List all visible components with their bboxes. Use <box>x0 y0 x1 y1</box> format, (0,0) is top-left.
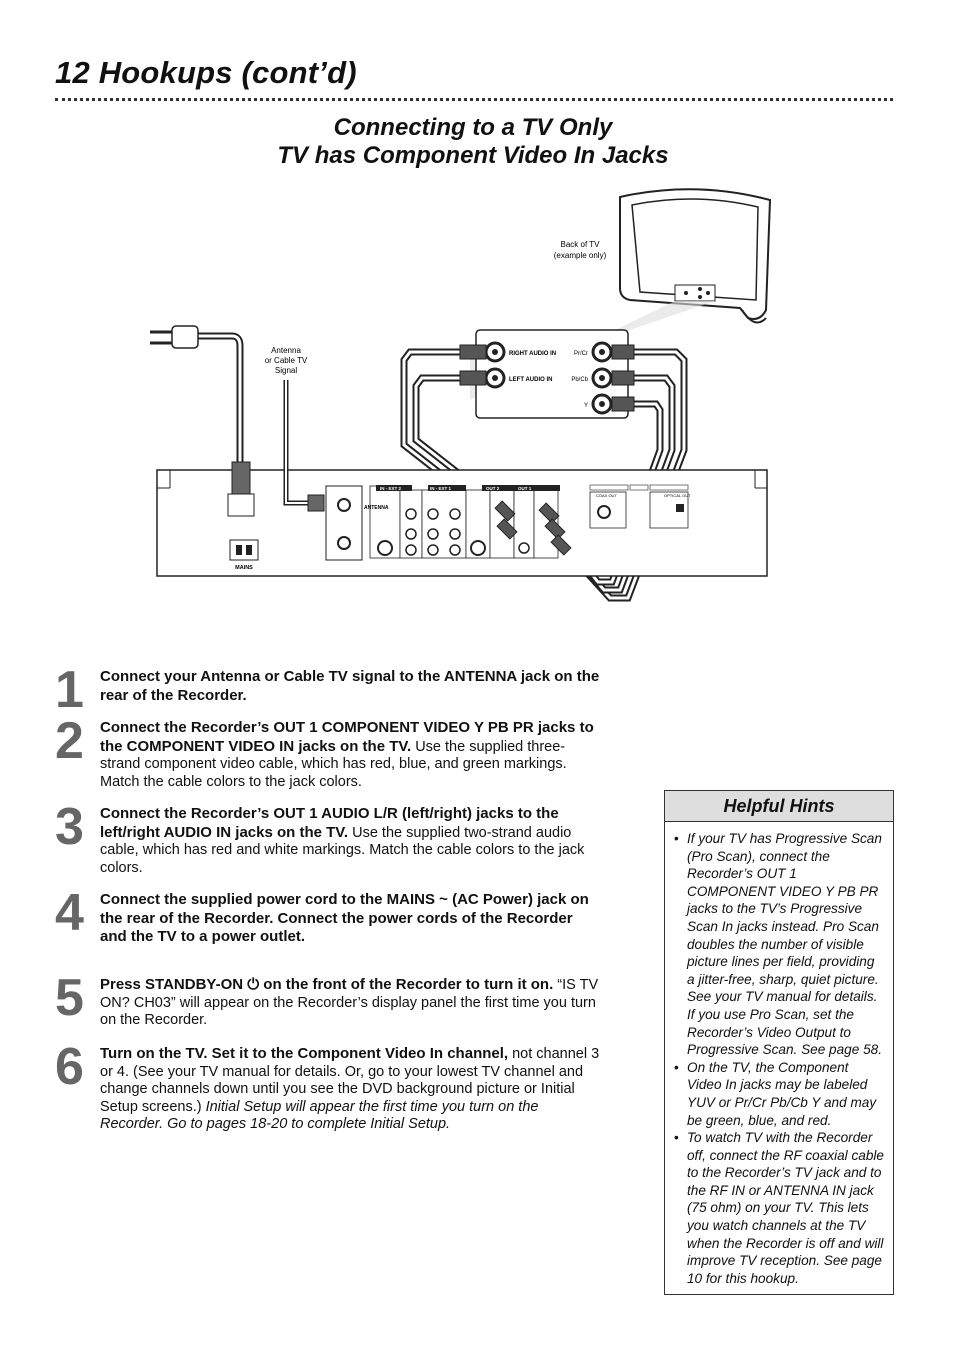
optical-out-label: OPTICAL OUT <box>664 493 691 498</box>
out2-label: OUT 2 <box>486 486 500 491</box>
step-bold-text: Connect the Recorder’s OUT 1 COMPONENT VIDEO Y PB PR jacks to the COMPONENT VIDEO IN jacks on the TV. <box>100 719 594 755</box>
step-text: “IS TV ON? CH03” will appear on the Recorder’s display panel the first time you turn on the Recorder. <box>100 977 599 1028</box>
mains-label: MAINS <box>235 565 253 571</box>
jack-left-audio-label: LEFT AUDIO IN <box>509 377 553 383</box>
helpful-hints-title: Helpful Hints <box>665 791 893 822</box>
step-text: not channel 3 or 4. (See your TV manual for details. Or, go to your lowest TV channel and change channels down until you see the DVD background picture or Initial Setup screens.) <box>100 1046 600 1115</box>
antenna-label-2: or Cable TV <box>264 356 308 365</box>
step-number: 4 <box>55 884 84 942</box>
antenna-label-3: Signal <box>274 366 298 375</box>
hint-item: • If your TV has Progressive Scan (Pro Scan), connect the Recorder’s OUT 1 COMPONENT VIDEO Y PB PR jacks to the TV’s Progressive Scan In jacks instead. Pro Scan doubles the number of visible picture lines per field, providing a jitter-free, sharp, quiet picture. See your TV manual for details. If you use Pro Scan, set the Recorder’s Video Output to Progressive Scan. See page 58. <box>687 830 885 1059</box>
antenna-jack-label: ANTENNA <box>364 505 389 511</box>
step-bold-text: Press STANDBY-ON ⏻ on the front of the Recorder to turn it on. <box>100 976 554 993</box>
step-bold-text: Connect the Recorder’s OUT 1 AUDIO L/R (left/right) jacks to the left/right AUDIO IN jacks on the TV. <box>100 805 559 841</box>
in-ext2-label: IN - EXT 2 <box>380 486 402 491</box>
page-header: 12 Hookups (cont’d) <box>55 55 357 90</box>
hints-list <box>665 822 893 1287</box>
out1-label: OUT 1 <box>518 486 532 491</box>
jack-pb-label: Pb/Cb <box>571 377 588 383</box>
jack-y-label: Y <box>583 403 588 409</box>
step-bold-text: Turn on the TV. Set it to the Component Video In channel, <box>100 1045 509 1062</box>
step-number: 5 <box>55 969 84 1027</box>
section-title <box>0 114 954 170</box>
section-title-line2: TV has Component Video In Jacks <box>277 142 669 169</box>
tv-label-2: (example only) <box>553 251 607 260</box>
jack-pr-label: Pr/Cr <box>574 351 588 357</box>
step-text: Use the supplied two-strand audio cable, which has red and white markings. Match the cable colors to the jack colors. <box>100 824 585 876</box>
tv-jack-panel <box>476 330 628 418</box>
step-number: 1 <box>55 661 84 719</box>
in-ext1-label: IN - EXT 1 <box>430 486 452 491</box>
section-title-line1: Connecting to a TV Only <box>333 114 613 141</box>
header-divider <box>55 98 893 101</box>
hookup-diagram <box>0 180 954 620</box>
step-number: 2 <box>55 712 84 770</box>
step-italic-text: Initial Setup will appear the first time you turn on the Recorder. Go to pages 18-20 to complete Initial Setup. <box>100 1098 539 1132</box>
helpful-hints-box <box>664 790 894 1295</box>
antenna-label-1: Antenna <box>271 346 301 355</box>
hint-item: • To watch TV with the Recorder off, connect the RF coaxial cable to the Recorder’s TV jack and to the RF IN or ANTENNA IN jack (75 ohm) on your TV. This lets you watch channels at the TV when the Recorder is off and will improve TV reception. See page 10 for this hookup. <box>687 1129 885 1287</box>
step-number: 6 <box>55 1038 84 1096</box>
tv-label-1: Back of TV <box>560 240 600 249</box>
hint-item: • On the TV, the Component Video In jacks may be labeled YUV or Pr/Cr Pb/Cb Y and may be green, blue, and red. <box>687 1059 885 1129</box>
jack-right-audio-label: RIGHT AUDIO IN <box>509 351 557 357</box>
step-bold-text: Connect the supplied power cord to the MAINS ~ (AC Power) jack on the rear of the Recorder. Connect the power cords of the Recorder and the TV to a power outlet. <box>100 891 589 945</box>
coax-out-label: COAX OUT <box>596 493 617 498</box>
step-number: 3 <box>55 798 84 856</box>
step-text: Use the supplied three-strand component video cable, which has red, blue, and green markings. Match the cable colors to the jack colors. <box>100 738 567 790</box>
step-bold-text: Connect your Antenna or Cable TV signal to the ANTENNA jack on the rear of the Recorder. <box>100 668 600 704</box>
